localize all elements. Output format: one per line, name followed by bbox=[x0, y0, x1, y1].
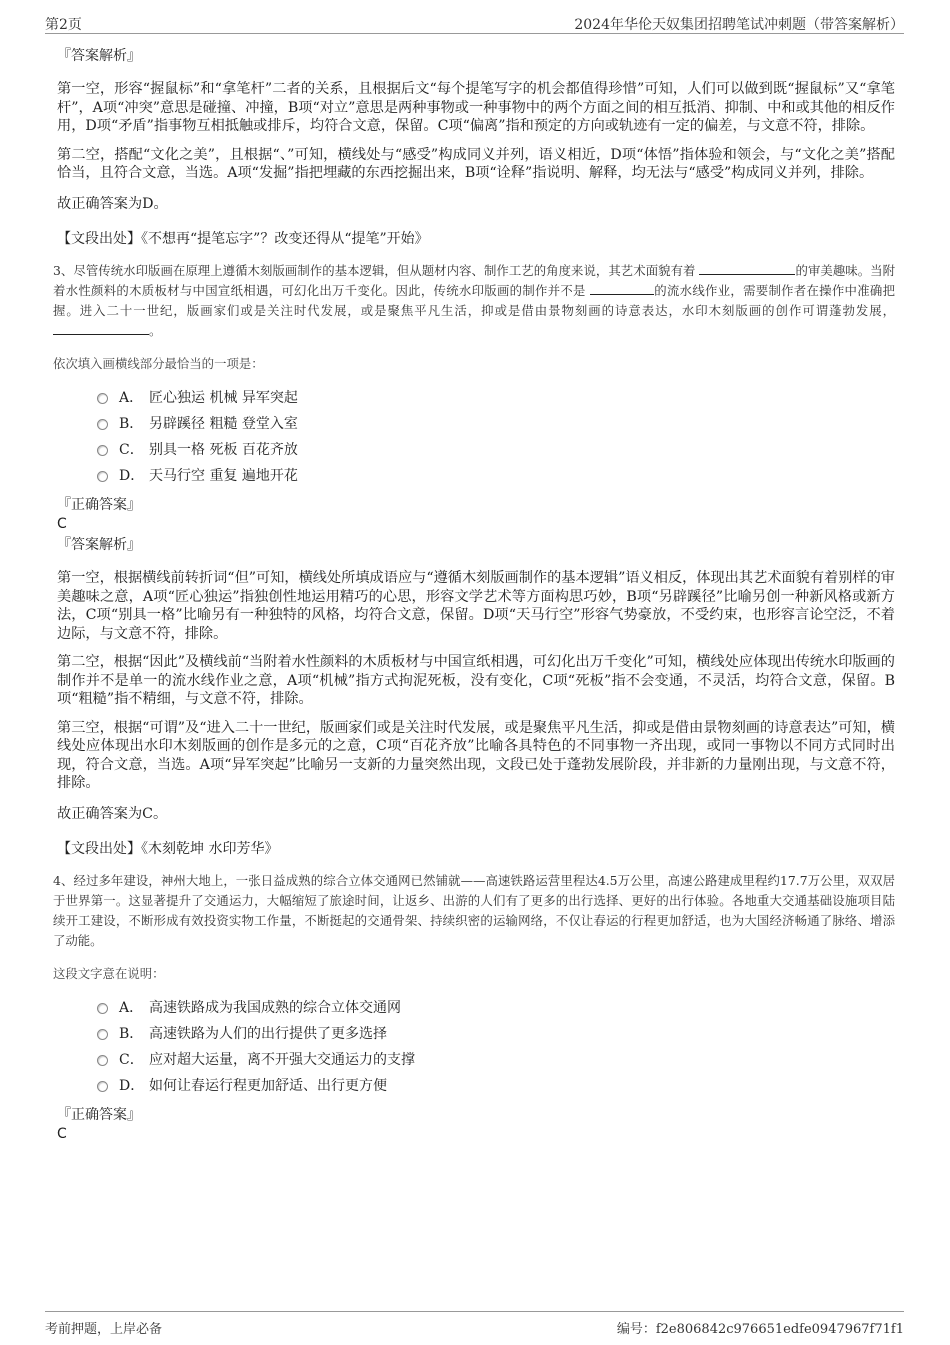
analysis-paragraph: 第三空，根据“可谓”及“进入二十一世纪，版画家们或是关注时代发展，或是聚焦平凡生活，抑或是借由景物刻画的诗意表达”可知，横线处应体现出水印木刻版画的创作是多元的之意，C项“百花齐放”比喻各具特色的不同事物一齐出现，或同一事物以不同方式同时出现，符合文意，当选。A项“异军突起”比喻另一支新的力量突然出现，文段已处于蓬勃发展阶段，并非新的力量刚出现，与文意不符，排除。 bbox=[57, 719, 895, 791]
option-letter: B． bbox=[119, 416, 144, 432]
question-text: 的审美趣味。当附着水性颜料的木质板材与中国宣纸相遇，可幻化出万千变化。因此，传统水印版画的制作并不是 bbox=[53, 263, 896, 298]
option-text: 天马行空 重复 遍地开花 bbox=[149, 468, 298, 484]
correct-answer-label: 『正确答案』 bbox=[57, 1107, 141, 1123]
answer-blank bbox=[53, 322, 149, 335]
page-header bbox=[45, 11, 904, 34]
option-c[interactable] bbox=[97, 1047, 895, 1073]
question-prompt: 这段文字意在说明： bbox=[53, 966, 165, 981]
option-c[interactable] bbox=[97, 437, 895, 463]
document-id: 编号：f2e806842c976651edfe0947967f71f1 bbox=[616, 1322, 904, 1337]
option-letter: A． bbox=[119, 1000, 144, 1016]
option-a[interactable] bbox=[97, 385, 895, 411]
question-text: 3、尽管传统水印版画在原理上遵循木刻版画制作的基本逻辑，但从题材内容、制作工艺的角度来说，其艺术面貌有着 bbox=[53, 263, 696, 278]
correct-answer: C bbox=[57, 516, 67, 532]
document-title: 2024年华伦天奴集团招聘笔试冲刺题（带答案解析） bbox=[574, 17, 904, 33]
option-d[interactable] bbox=[97, 1073, 895, 1099]
analysis-paragraph: 第二空，搭配“文化之美”，且根据“、”可知，横线处与“感受”构成同义并列，语义相近，D项“体悟”指体验和领会，与“文化之美”搭配恰当，且符合文意，当选。A项“发掘”指把埋藏的东西挖掘出来，B项“诠释”指说明、解释，均无法与“感受”构成同义并列，排除。 bbox=[57, 146, 895, 181]
option-letter: C． bbox=[119, 442, 144, 458]
correct-answer-label: 『正确答案』 bbox=[57, 497, 141, 513]
option-text: 匠心独运 机械 异军突起 bbox=[149, 390, 298, 406]
option-text: 高速铁路为人们的出行提供了更多选择 bbox=[149, 1026, 387, 1042]
option-text: 高速铁路成为我国成熟的综合立体交通网 bbox=[149, 1000, 401, 1016]
answer-blank bbox=[699, 262, 795, 275]
source-citation: 【文段出处】《木刻乾坤 水印芳华》 bbox=[57, 841, 279, 857]
option-text: 应对超大运量，离不开强大交通运力的支撑 bbox=[149, 1052, 415, 1068]
analysis-label: 『答案解析』 bbox=[57, 537, 141, 553]
analysis-paragraph: 第二空，根据“因此”及横线前“当附着水性颜料的木质板材与中国宣纸相遇，可幻化出万千变化”可知，横线处应体现出传统水印版画的制作并不是单一的流水线作业之意，A项“机械”指方式拘泥死板，没有变化，C项“死板”指不会变通，不灵活，均符合文意，保留。B项“粗糙”指不精细，与文意不符，排除。 bbox=[57, 654, 895, 707]
conclusion: 故正确答案为D。 bbox=[57, 195, 168, 212]
source-citation: 【文段出处】《不想再“提笔忘字”？改变还得从“提笔”开始》 bbox=[57, 231, 429, 247]
option-letter: D． bbox=[119, 1078, 145, 1094]
option-letter: D． bbox=[119, 468, 145, 484]
analysis-label: 『答案解析』 bbox=[57, 48, 141, 64]
radio-icon[interactable] bbox=[97, 1003, 108, 1014]
radio-icon[interactable] bbox=[97, 1055, 108, 1066]
question-prompt: 依次填入画横线部分最恰当的一项是： bbox=[53, 356, 264, 371]
option-text: 如何让春运行程更加舒适、出行更方便 bbox=[149, 1078, 387, 1094]
radio-icon[interactable] bbox=[97, 1029, 108, 1040]
option-letter: A． bbox=[119, 390, 144, 406]
radio-icon[interactable] bbox=[97, 393, 108, 404]
option-b[interactable] bbox=[97, 1021, 895, 1047]
question-text: 。 bbox=[149, 323, 162, 338]
analysis-paragraph: 第一空，形容“握鼠标”和“拿笔杆”二者的关系，且根据后文“每个提笔写字的机会都值得珍惜”可知，人们可以做到既“握鼠标”又“拿笔杆”，A项“冲突”意思是碰撞、冲撞，B项“对立”意思是两种事物或一种事物中的两个方面之间的相互抵消、抑制、中和或其他的相反作用，D项“矛盾”指事物互相抵触或排斥，均符合文意，保留。C项“偏离”指和预定的方向或轨迹有一定的偏差，与文意不符，排除。 bbox=[57, 81, 895, 134]
question-text: 的流水线作业，需要制作者在操作中准确把握。进入二十一世纪，版画家们或是关注时代发展，或是聚焦平凡生活，抑或是借由景物刻画的诗意表达，水印木刻版画的创作可谓蓬勃发展， bbox=[53, 283, 895, 318]
page-number: 第2页 bbox=[45, 17, 82, 33]
analysis-paragraph: 第一空，根据横线前转折词“但”可知，横线处所填成语应与“遵循木刻版画制作的基本逻辑”语义相反，体现出其艺术面貌有着别样的审美趣味之意，A项“匠心独运”指独创性地运用精巧的心思，形容文学艺术等方面构思巧妙，B项“另辟蹊径”比喻另创一种新风格或新方法，C项“别具一格”比喻另有一种独特的风格，均符合文意，保留。D项“天马行空”形容气势豪放，不受约束，也形容言论空泛，不着边际，与文意不符，排除。 bbox=[57, 570, 895, 642]
option-d[interactable] bbox=[97, 463, 895, 489]
radio-icon[interactable] bbox=[97, 445, 108, 456]
correct-answer: C bbox=[57, 1126, 67, 1142]
conclusion: 故正确答案为C。 bbox=[57, 805, 168, 822]
radio-icon[interactable] bbox=[97, 1081, 108, 1092]
option-list bbox=[97, 385, 895, 489]
page-content bbox=[53, 40, 896, 1143]
option-list bbox=[97, 995, 895, 1099]
option-b[interactable] bbox=[97, 411, 895, 437]
radio-icon[interactable] bbox=[97, 471, 108, 482]
option-letter: B． bbox=[119, 1026, 144, 1042]
radio-icon[interactable] bbox=[97, 419, 108, 430]
option-a[interactable] bbox=[97, 995, 895, 1021]
option-letter: C． bbox=[119, 1052, 144, 1068]
option-text: 别具一格 死板 百花齐放 bbox=[149, 442, 298, 458]
answer-blank bbox=[590, 282, 654, 295]
option-text: 另辟蹊径 粗糙 登堂入室 bbox=[149, 416, 298, 432]
page-footer bbox=[45, 1311, 904, 1336]
question-4: 4、经过多年建设，神州大地上，一张日益成熟的综合立体交通网已然铺就——高速铁路运营里程达4.5万公里，高速公路建成里程约17.7万公里，双双居于世界第一。这显著提升了交通运力，大幅缩短了旅途时间，让返乡、出游的人们有了更多的出行选择、更好的出行体验。各地重大交通基础设施项目陆续开工建设，不断形成有效投资实物工作量，不断挺起的交通骨架、持续织密的运输网络，不仅让春运的行程更加舒适，也为大国经济畅通了脉络、增添了动能。 bbox=[53, 873, 895, 948]
footer-slogan: 考前押题，上岸必备 bbox=[45, 1322, 163, 1337]
question-3 bbox=[53, 261, 895, 341]
